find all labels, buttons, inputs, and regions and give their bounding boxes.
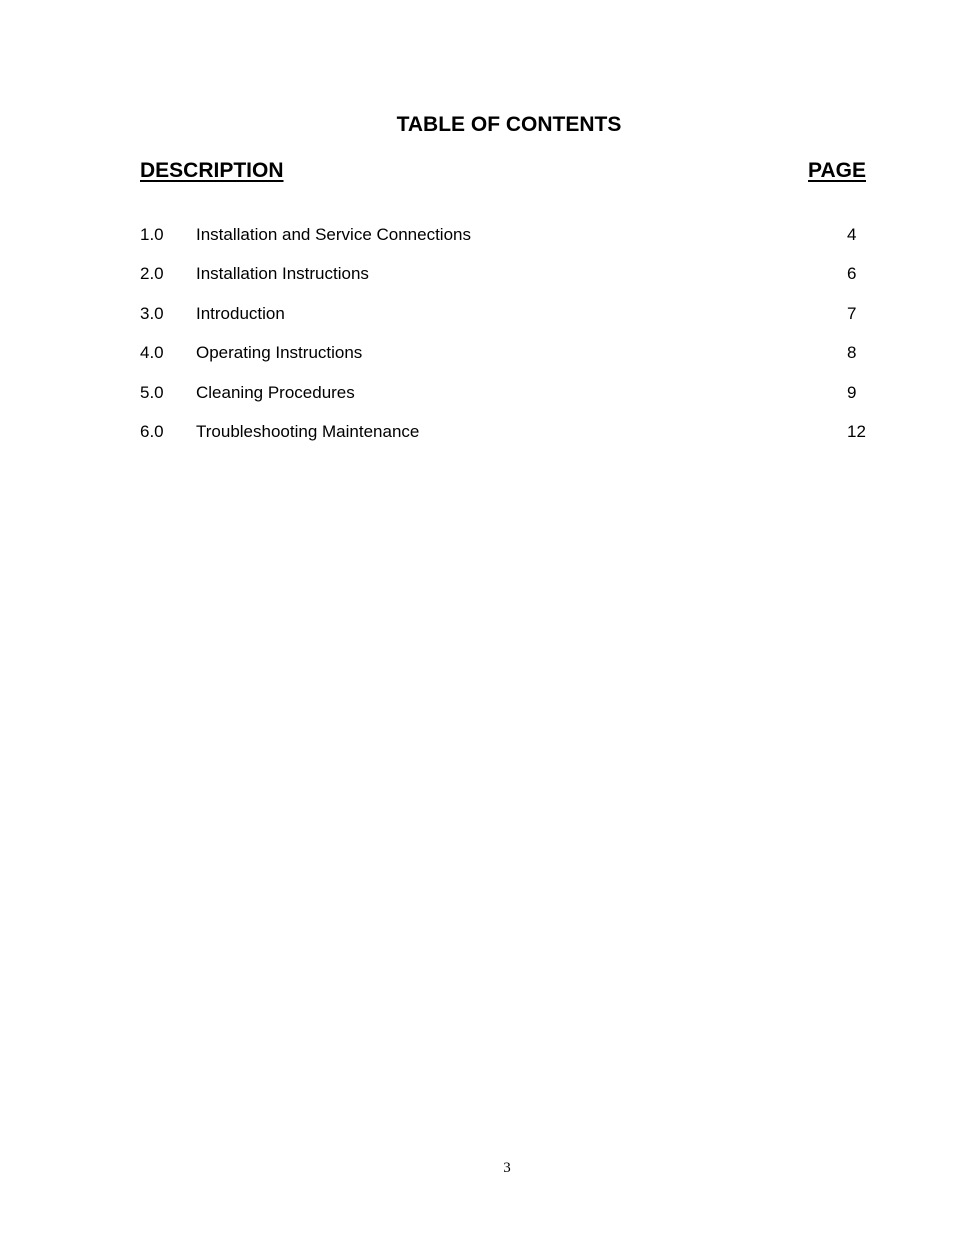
page-number: 3	[503, 1160, 511, 1176]
toc-entry-page: 12	[847, 421, 866, 441]
toc-entry-page: 9	[847, 382, 857, 402]
toc-entry-number: 4.0	[140, 343, 164, 363]
toc-entry	[140, 420, 869, 459]
toc-entry-number: 1.0	[140, 225, 164, 244]
toc-entry-number: 3.0	[140, 303, 164, 323]
page-title: TABLE OF CONTENTS	[396, 113, 622, 136]
toc-entry-title: Installation Instructions	[196, 264, 369, 284]
page-column-header: PAGE	[808, 159, 866, 182]
toc-entry	[140, 381, 869, 420]
toc-entry	[140, 223, 869, 262]
toc-entry-title: Installation and Service Connections	[196, 225, 471, 244]
toc-entry-number: 5.0	[140, 382, 164, 402]
toc-entry-title: Troubleshooting Maintenance	[196, 421, 420, 441]
toc-entry-page: 7	[847, 303, 857, 323]
toc-entry	[140, 262, 869, 301]
toc-entry	[140, 341, 869, 380]
toc-list	[140, 223, 869, 459]
toc-entry-page: 6	[847, 264, 857, 284]
toc-entry-page: 8	[847, 343, 857, 363]
toc-entry	[140, 302, 869, 341]
toc-entry-page: 4	[847, 225, 857, 244]
toc-entry-title: Introduction	[196, 303, 285, 323]
toc-entry-title: Cleaning Procedures	[196, 382, 355, 402]
description-column-header: DESCRIPTION	[140, 159, 284, 182]
toc-entry-number: 2.0	[140, 264, 164, 284]
toc-entry-number: 6.0	[140, 421, 164, 441]
toc-entry-title: Operating Instructions	[196, 343, 363, 363]
